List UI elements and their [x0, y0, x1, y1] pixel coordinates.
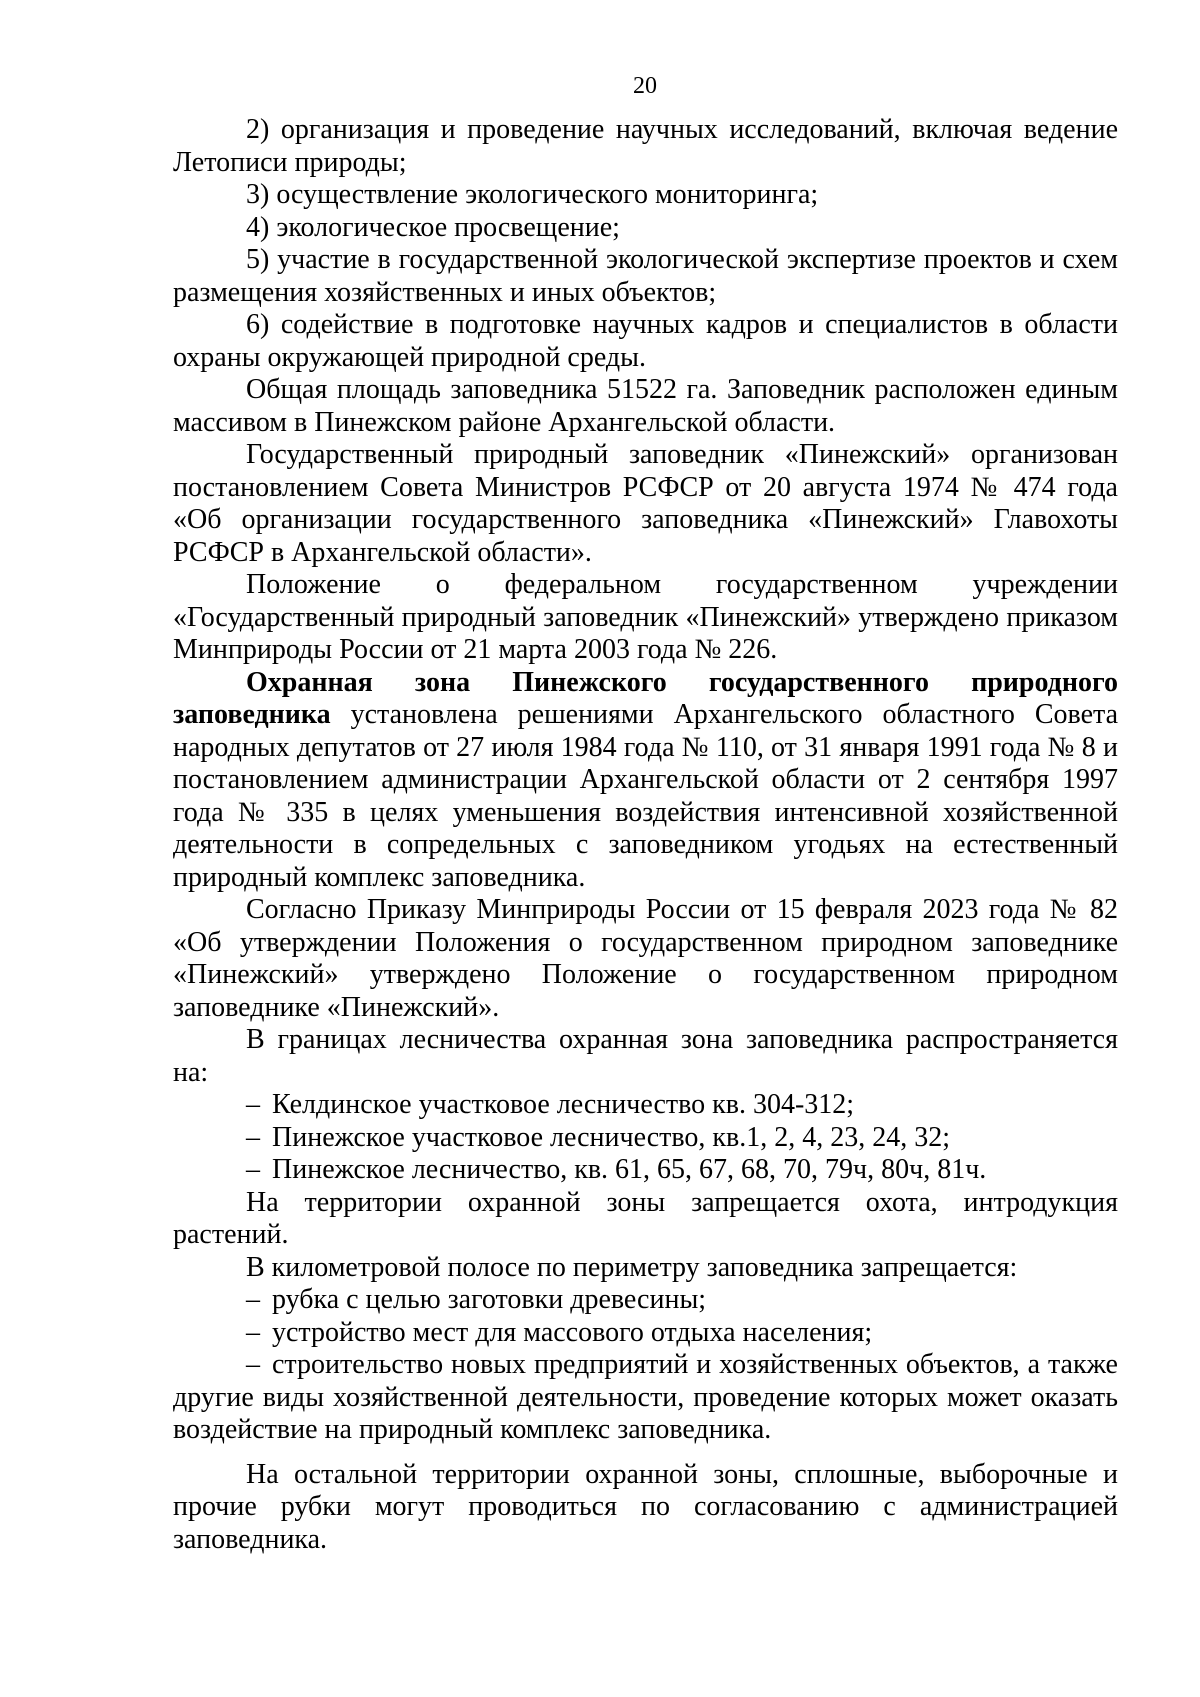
buffer-zone-title: Охранная зона Пинежского государственного природного заповедника [173, 666, 1118, 730]
prohibited-paragraph: На территории охранной зоны запрещается охота, интродукция растений. [173, 1186, 1118, 1250]
dash-marker: – [246, 1316, 260, 1348]
dash-marker: – [246, 1089, 260, 1120]
buffer-zone-text: установлена решениями Архангельского областного Совета народных депутатов от 27 июля 1984 года № 110, от 31 января 1991 года № 8 и постановлением администрации Архангельской области от 2 сентября 1997 года № 335 в целях уменьшения воздействия интенсивной хозяйственной деятельности в сопредельных с заповедником угодьях на естественный природный комплекс заповедника. [173, 699, 1118, 893]
km-strip-intro: В километровой полосе по периметру заповедника запрещается: [246, 1251, 1018, 1283]
order-paragraph: Согласно Приказу Минприроды России от 15 февраля 2023 года № 82 «Об утверждении Положения о государственном природном заповеднике «Пинежский» утверждено Положение о государственном природном заповеднике «Пинежский». [173, 894, 1118, 1023]
km-strip-item [173, 1349, 1118, 1447]
forestry-intro: В границах лесничества охранная зона заповедника распространяется на: [173, 1024, 1118, 1088]
forestry-item [173, 1122, 1118, 1155]
remaining-paragraph: На остальной территории охранной зоны, сплошные, выборочные и прочие рубки могут проводиться по согласованию с администрацией заповедника. [173, 1458, 1118, 1555]
km-strip-item-text: устройство мест для массового отдыха населения; [272, 1316, 873, 1348]
dash-marker: – [246, 1349, 260, 1380]
list-item: 3) осуществление экологического мониторинга; [246, 179, 819, 210]
document-body [173, 114, 1118, 1556]
organized-paragraph: Государственный природный заповедник «Пинежский» организован постановлением Совета Министров РСФСР от 20 августа 1974 № 474 года «Об организации государственного заповедника «Пинежский» Главохоты РСФСР в Архангельской области». [173, 439, 1118, 568]
km-strip-item [173, 1317, 1118, 1350]
dash-marker: – [246, 1284, 260, 1315]
list-item: 2) организация и проведение научных исследований, включая ведение Летописи природы; [173, 114, 1118, 178]
km-strip-item-text: рубка с целью заготовки древесины; [272, 1284, 707, 1315]
list-item: 5) участие в государственной экологической экспертизе проектов и схем размещения хозяйственных и иных объектов; [173, 244, 1118, 308]
forestry-item-text: Пинежское участковое лесничество, кв.1, 2, 4, 23, 24, 32; [272, 1121, 950, 1153]
km-strip-item-text: строительство новых предприятий и хозяйственных объектов, а также другие виды хозяйственной деятельности, проведение которых может оказать воздействие на природный комплекс заповедника. [173, 1349, 1118, 1445]
buffer-zone-paragraph [173, 667, 1118, 895]
forestry-item-text: Пинежское лесничество, кв. 61, 65, 67, 68, 70, 79ч, 80ч, 81ч. [272, 1154, 987, 1185]
list-item: 6) содействие в подготовке научных кадров и специалистов в области охраны окружающей природной среды. [173, 309, 1118, 373]
regulation-paragraph: Положение о федеральном государственном учреждении «Государственный природный заповедник «Пинежский» утверждено приказом Минприроды России от 21 марта 2003 года № 226. [173, 569, 1118, 665]
dash-marker: – [246, 1121, 260, 1153]
forestry-item-text: Келдинское участковое лесничество кв. 304-312; [272, 1089, 855, 1120]
page-number: 20 [633, 73, 657, 99]
km-strip-item [173, 1284, 1118, 1317]
forestry-item [173, 1089, 1118, 1122]
area-paragraph: Общая площадь заповедника 51522 га. Заповедник расположен единым массивом в Пинежском районе Архангельской области. [173, 374, 1118, 438]
forestry-item [173, 1154, 1118, 1187]
dash-marker: – [246, 1154, 260, 1185]
list-item: 4) экологическое просвещение; [246, 211, 620, 243]
